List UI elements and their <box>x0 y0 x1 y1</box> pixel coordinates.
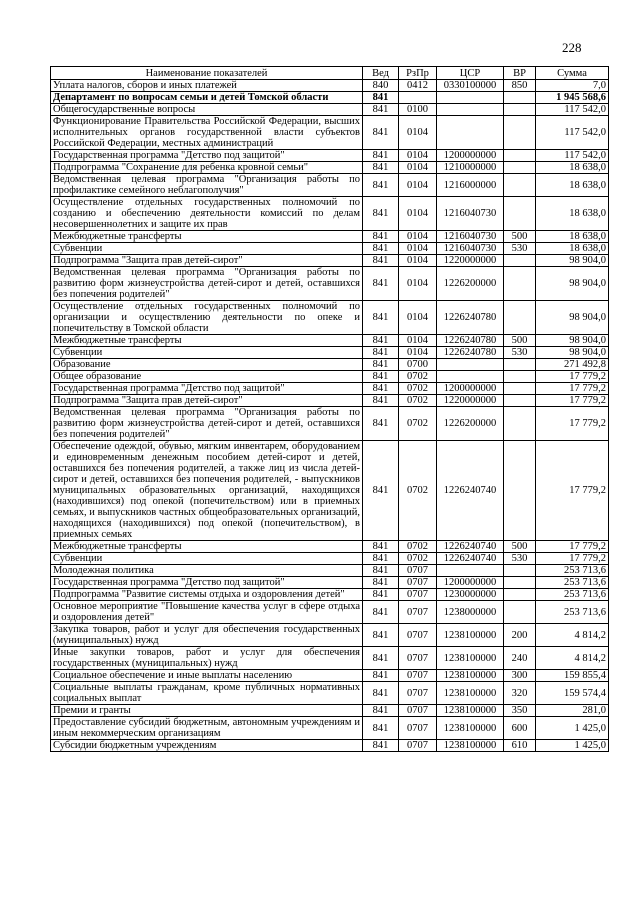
table-row <box>51 231 609 243</box>
table-row <box>51 335 609 347</box>
row-ved: 841 <box>363 231 399 243</box>
table-row <box>51 717 609 740</box>
row-rzpr: 0707 <box>399 565 437 577</box>
row-ved: 840 <box>363 80 399 92</box>
table-row <box>51 104 609 116</box>
table-row <box>51 624 609 647</box>
row-ved: 841 <box>363 682 399 705</box>
table-row <box>51 92 609 104</box>
row-ved: 841 <box>363 395 399 407</box>
row-csr: 1226240740 <box>437 553 504 565</box>
row-ved: 841 <box>363 255 399 267</box>
table-row <box>51 174 609 197</box>
row-csr <box>437 92 504 104</box>
row-csr: 1230000000 <box>437 589 504 601</box>
row-rzpr: 0700 <box>399 359 437 371</box>
row-ved: 841 <box>363 670 399 682</box>
row-csr: 1226240780 <box>437 335 504 347</box>
row-sum: 17 779,2 <box>536 383 609 395</box>
row-name: Основное мероприятие "Повышение качества услуг в сфере отдыха и оздоровления детей" <box>51 601 363 624</box>
row-ved: 841 <box>363 553 399 565</box>
row-name: Иные закупки товаров, работ и услуг для обеспечения государственных (муниципальных) нужд <box>51 647 363 670</box>
row-ved: 841 <box>363 383 399 395</box>
row-vr: 530 <box>504 243 536 255</box>
row-vr <box>504 441 536 541</box>
row-csr: 0330100000 <box>437 80 504 92</box>
row-rzpr: 0707 <box>399 717 437 740</box>
row-rzpr: 0707 <box>399 589 437 601</box>
row-rzpr <box>399 92 437 104</box>
row-vr: 240 <box>504 647 536 670</box>
row-csr: 1216040730 <box>437 243 504 255</box>
row-name: Подпрограмма "Защита прав детей-сирот" <box>51 255 363 267</box>
row-ved: 841 <box>363 347 399 359</box>
row-sum: 17 779,2 <box>536 395 609 407</box>
header-ved: Вед <box>363 67 399 80</box>
row-rzpr: 0104 <box>399 255 437 267</box>
row-name: Департамент по вопросам семьи и детей Томской области <box>51 92 363 104</box>
row-name: Субсидии бюджетным учреждениям <box>51 740 363 752</box>
row-name: Ведомственная целевая программа "Организация работы по профилактике семейного неблагополучия" <box>51 174 363 197</box>
row-vr <box>504 601 536 624</box>
row-vr <box>504 267 536 301</box>
table-header-row <box>51 67 609 80</box>
table-row <box>51 347 609 359</box>
row-name: Ведомственная целевая программа "Организация работы по развитию форм жизнеустройства детей-сирот и детей, оставшихся без попечения родителей" <box>51 407 363 441</box>
table-row <box>51 150 609 162</box>
row-vr: 500 <box>504 335 536 347</box>
row-rzpr: 0104 <box>399 335 437 347</box>
row-name: Общегосударственные вопросы <box>51 104 363 116</box>
table-row <box>51 255 609 267</box>
row-vr: 530 <box>504 347 536 359</box>
row-csr: 1216000000 <box>437 174 504 197</box>
row-csr: 1226200000 <box>437 407 504 441</box>
row-ved: 841 <box>363 371 399 383</box>
row-name: Закупка товаров, работ и услуг для обеспечения государственных (муниципальных) нужд <box>51 624 363 647</box>
row-sum: 253 713,6 <box>536 577 609 589</box>
row-rzpr: 0707 <box>399 705 437 717</box>
row-sum: 98 904,0 <box>536 301 609 335</box>
row-name: Межбюджетные трансферты <box>51 541 363 553</box>
row-csr <box>437 359 504 371</box>
row-vr <box>504 577 536 589</box>
row-sum: 18 638,0 <box>536 197 609 231</box>
table-row <box>51 80 609 92</box>
row-csr: 1226240780 <box>437 347 504 359</box>
row-name: Социальные выплаты гражданам, кроме публичных нормативных социальных выплат <box>51 682 363 705</box>
row-rzpr: 0104 <box>399 231 437 243</box>
row-rzpr: 0104 <box>399 197 437 231</box>
row-rzpr: 0707 <box>399 647 437 670</box>
row-sum: 18 638,0 <box>536 174 609 197</box>
row-name: Субвенции <box>51 243 363 255</box>
row-sum: 17 779,2 <box>536 407 609 441</box>
row-ved: 841 <box>363 116 399 150</box>
row-csr: 1226240740 <box>437 541 504 553</box>
row-rzpr: 0104 <box>399 174 437 197</box>
row-csr: 1220000000 <box>437 395 504 407</box>
row-ved: 841 <box>363 441 399 541</box>
row-ved: 841 <box>363 162 399 174</box>
row-vr <box>504 359 536 371</box>
row-name: Молодежная политика <box>51 565 363 577</box>
row-ved: 841 <box>363 740 399 752</box>
row-sum: 18 638,0 <box>536 162 609 174</box>
table-row <box>51 441 609 541</box>
row-csr: 1226240780 <box>437 301 504 335</box>
table-row <box>51 589 609 601</box>
table-row <box>51 162 609 174</box>
row-sum: 271 492,8 <box>536 359 609 371</box>
row-rzpr: 0702 <box>399 383 437 395</box>
row-ved: 841 <box>363 577 399 589</box>
row-csr <box>437 104 504 116</box>
row-rzpr: 0104 <box>399 116 437 150</box>
row-vr: 850 <box>504 80 536 92</box>
row-csr: 1238100000 <box>437 647 504 670</box>
row-rzpr: 0707 <box>399 670 437 682</box>
table-row <box>51 371 609 383</box>
row-sum: 1 425,0 <box>536 717 609 740</box>
table-row <box>51 541 609 553</box>
table-row <box>51 705 609 717</box>
table-row <box>51 267 609 301</box>
row-ved: 841 <box>363 301 399 335</box>
row-sum: 117 542,0 <box>536 150 609 162</box>
table-row <box>51 383 609 395</box>
row-sum: 98 904,0 <box>536 347 609 359</box>
row-sum: 253 713,6 <box>536 601 609 624</box>
row-rzpr: 0702 <box>399 395 437 407</box>
row-vr: 320 <box>504 682 536 705</box>
row-name: Государственная программа "Детство под защитой" <box>51 577 363 589</box>
row-csr: 1238100000 <box>437 705 504 717</box>
row-sum: 281,0 <box>536 705 609 717</box>
row-name: Образование <box>51 359 363 371</box>
row-sum: 98 904,0 <box>536 335 609 347</box>
row-rzpr: 0707 <box>399 624 437 647</box>
row-sum: 4 814,2 <box>536 624 609 647</box>
header-name: Наименование показателей <box>51 67 363 80</box>
row-vr <box>504 383 536 395</box>
row-sum: 1 425,0 <box>536 740 609 752</box>
row-vr <box>504 395 536 407</box>
row-sum: 4 814,2 <box>536 647 609 670</box>
row-sum: 117 542,0 <box>536 116 609 150</box>
row-vr: 500 <box>504 231 536 243</box>
row-csr: 1200000000 <box>437 577 504 589</box>
row-sum: 159 855,4 <box>536 670 609 682</box>
row-ved: 841 <box>363 243 399 255</box>
table-row <box>51 577 609 589</box>
row-csr <box>437 371 504 383</box>
table-row <box>51 682 609 705</box>
page-number: 228 <box>562 40 582 55</box>
row-sum: 98 904,0 <box>536 255 609 267</box>
header-vr: ВР <box>504 67 536 80</box>
table-row <box>51 553 609 565</box>
row-vr <box>504 301 536 335</box>
row-ved: 841 <box>363 624 399 647</box>
row-rzpr: 0104 <box>399 301 437 335</box>
budget-table <box>50 66 609 752</box>
row-vr: 500 <box>504 541 536 553</box>
row-csr: 1200000000 <box>437 150 504 162</box>
row-rzpr: 0104 <box>399 347 437 359</box>
row-name: Обеспечение одеждой, обувью, мягким инвентарем, оборудованием и единовременным денежным пособием детей-сирот и детей, оставшихся без попечения родителей, а также лиц из числа детей-сирот и детей, оставшихся без попечения родителей, - выпускников муниципальных образовательных организаций, находящихся (находившихся) под опекой (попечительством) или в приемных семьях, и выпускников частных общеобразовательных организаций, находящихся (находившихся) под опекой (попечительством), в приемных семьях <box>51 441 363 541</box>
row-name: Подпрограмма "Сохранение для ребенка кровной семьи" <box>51 162 363 174</box>
row-sum: 159 574,4 <box>536 682 609 705</box>
row-vr: 350 <box>504 705 536 717</box>
row-name: Социальное обеспечение и иные выплаты населению <box>51 670 363 682</box>
row-sum: 253 713,6 <box>536 565 609 577</box>
row-ved: 841 <box>363 104 399 116</box>
table-row <box>51 740 609 752</box>
row-ved: 841 <box>363 647 399 670</box>
row-ved: 841 <box>363 197 399 231</box>
row-ved: 841 <box>363 92 399 104</box>
header-sum: Сумма <box>536 67 609 80</box>
row-vr <box>504 565 536 577</box>
row-vr <box>504 371 536 383</box>
table-row <box>51 197 609 231</box>
row-ved: 841 <box>363 407 399 441</box>
row-rzpr: 0707 <box>399 577 437 589</box>
row-vr <box>504 116 536 150</box>
row-name: Субвенции <box>51 553 363 565</box>
header-csr: ЦСР <box>437 67 504 80</box>
row-rzpr: 0702 <box>399 441 437 541</box>
table-row <box>51 301 609 335</box>
row-name: Подпрограмма "Развитие системы отдыха и оздоровления детей" <box>51 589 363 601</box>
row-csr <box>437 565 504 577</box>
row-name: Государственная программа "Детство под защитой" <box>51 383 363 395</box>
row-vr: 610 <box>504 740 536 752</box>
table-row <box>51 647 609 670</box>
row-rzpr: 0707 <box>399 682 437 705</box>
row-name: Государственная программа "Детство под защитой" <box>51 150 363 162</box>
row-name: Осуществление отдельных государственных полномочий по созданию и обеспечению деятельности комиссий по делам несовершеннолетних и защите их прав <box>51 197 363 231</box>
row-csr: 1210000000 <box>437 162 504 174</box>
row-csr: 1200000000 <box>437 383 504 395</box>
row-ved: 841 <box>363 150 399 162</box>
row-ved: 841 <box>363 267 399 301</box>
row-sum: 1 945 568,6 <box>536 92 609 104</box>
row-vr: 600 <box>504 717 536 740</box>
row-vr <box>504 407 536 441</box>
row-sum: 17 779,2 <box>536 553 609 565</box>
row-name: Премии и гранты <box>51 705 363 717</box>
table-row <box>51 407 609 441</box>
row-rzpr: 0702 <box>399 371 437 383</box>
row-ved: 841 <box>363 335 399 347</box>
row-sum: 98 904,0 <box>536 267 609 301</box>
table-row <box>51 395 609 407</box>
row-csr: 1220000000 <box>437 255 504 267</box>
table-row <box>51 565 609 577</box>
row-sum: 18 638,0 <box>536 243 609 255</box>
row-name: Осуществление отдельных государственных полномочий по организации и осуществлению деятельности по опеке и попечительству в Томской области <box>51 301 363 335</box>
row-csr: 1238100000 <box>437 682 504 705</box>
row-ved: 841 <box>363 565 399 577</box>
row-rzpr: 0104 <box>399 162 437 174</box>
row-vr <box>504 92 536 104</box>
row-vr <box>504 589 536 601</box>
row-rzpr: 0104 <box>399 243 437 255</box>
table-row <box>51 243 609 255</box>
row-sum: 17 779,2 <box>536 441 609 541</box>
table-row <box>51 601 609 624</box>
row-rzpr: 0104 <box>399 267 437 301</box>
row-ved: 841 <box>363 717 399 740</box>
row-name: Межбюджетные трансферты <box>51 335 363 347</box>
table-row <box>51 670 609 682</box>
row-ved: 841 <box>363 705 399 717</box>
row-rzpr: 0702 <box>399 541 437 553</box>
row-ved: 841 <box>363 589 399 601</box>
row-sum: 17 779,2 <box>536 371 609 383</box>
row-csr: 1216040730 <box>437 231 504 243</box>
row-vr <box>504 255 536 267</box>
row-sum: 17 779,2 <box>536 541 609 553</box>
row-vr: 530 <box>504 553 536 565</box>
row-csr: 1226240740 <box>437 441 504 541</box>
row-sum: 117 542,0 <box>536 104 609 116</box>
row-name: Ведомственная целевая программа "Организация работы по развитию форм жизнеустройства детей-сирот и детей, оставшихся без попечения родителей" <box>51 267 363 301</box>
row-name: Уплата налогов, сборов и иных платежей <box>51 80 363 92</box>
row-sum: 7,0 <box>536 80 609 92</box>
row-name: Функционирование Правительства Российской Федерации, высших исполнительных органов государственной власти субъектов Российской Федерации, местных администраций <box>51 116 363 150</box>
row-csr: 1238000000 <box>437 601 504 624</box>
row-csr: 1238100000 <box>437 717 504 740</box>
row-vr <box>504 174 536 197</box>
row-name: Межбюджетные трансферты <box>51 231 363 243</box>
row-ved: 841 <box>363 174 399 197</box>
header-rzpr: РзПр <box>399 67 437 80</box>
row-csr: 1238100000 <box>437 624 504 647</box>
row-ved: 841 <box>363 541 399 553</box>
row-name: Общее образование <box>51 371 363 383</box>
row-sum: 18 638,0 <box>536 231 609 243</box>
row-rzpr: 0707 <box>399 601 437 624</box>
row-ved: 841 <box>363 359 399 371</box>
row-vr: 200 <box>504 624 536 647</box>
row-name: Подпрограмма "Защита прав детей-сирот" <box>51 395 363 407</box>
row-vr <box>504 197 536 231</box>
row-rzpr: 0707 <box>399 740 437 752</box>
row-csr: 1238100000 <box>437 670 504 682</box>
row-rzpr: 0100 <box>399 104 437 116</box>
table-row <box>51 116 609 150</box>
row-vr: 300 <box>504 670 536 682</box>
row-sum: 253 713,6 <box>536 589 609 601</box>
row-vr <box>504 104 536 116</box>
row-csr <box>437 116 504 150</box>
row-csr: 1238100000 <box>437 740 504 752</box>
row-ved: 841 <box>363 601 399 624</box>
row-rzpr: 0702 <box>399 407 437 441</box>
row-rzpr: 0104 <box>399 150 437 162</box>
row-vr <box>504 162 536 174</box>
row-name: Субвенции <box>51 347 363 359</box>
row-name: Предоставление субсидий бюджетным, автономным учреждениям и иным некоммерческим организациям <box>51 717 363 740</box>
row-rzpr: 0412 <box>399 80 437 92</box>
row-csr: 1226200000 <box>437 267 504 301</box>
table-row <box>51 359 609 371</box>
row-rzpr: 0702 <box>399 553 437 565</box>
row-csr: 1216040730 <box>437 197 504 231</box>
row-vr <box>504 150 536 162</box>
